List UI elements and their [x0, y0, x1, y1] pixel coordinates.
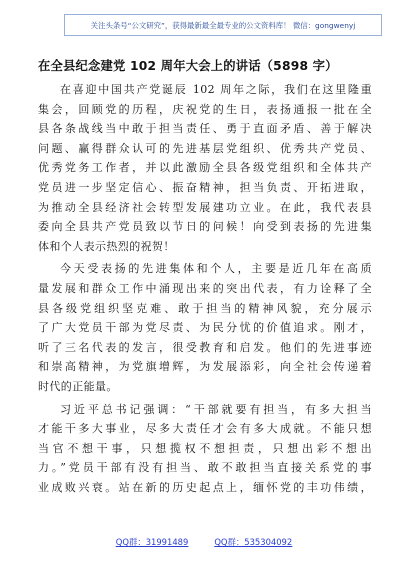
- text-line: 今天受表扬的先进集体和个人，主要是近几年在高质: [60, 262, 372, 276]
- qq-group-link-2[interactable]: QQ群：535304092: [214, 537, 293, 547]
- text-line: 时代的正能量。: [38, 379, 118, 393]
- text-line: 和崇高精神，为党旗增辉，为发展添彩，向全社会传递着: [38, 360, 372, 374]
- text-line: 业成败兴衰。站在新的历史起点上，缅怀党的丰功伟绩，: [38, 480, 372, 494]
- text-line: 为推动全县经济社会转型发展建功立业。在此，我代表县: [38, 200, 372, 214]
- text-line: 优秀党务工作者，并以此激励全县各级党组织和全体共产: [38, 161, 372, 175]
- header-banner: [64, 14, 382, 36]
- document-body: [38, 80, 372, 500]
- header-banner-text: 关注头条号“公文研究”，获得最新最全最专业的公文资料库！ 微信：gongwenyj: [90, 20, 356, 30]
- text-line: 听了三名代表的发言，很受教育和启发。他们的先进事迹: [38, 340, 372, 354]
- footer-contacts: [0, 536, 408, 554]
- text-line: 习近平总书记强调：“干部就要有担当，有多大担当: [60, 402, 372, 416]
- text-line: 了广大党员干部为党尽责、为民分忧的价值追求。刚才，: [38, 321, 372, 335]
- text-line: 党员进一步坚定信心、振奋精神，担当负责、开拓进取，: [38, 180, 372, 194]
- text-line: 委向全县共产党员致以节日的问候！向受到表扬的先进集: [38, 220, 372, 234]
- text-line: 当官不想干事，只想揽权不想担责，只想出彩不想出: [38, 441, 372, 455]
- text-line: 力。”党员干部有没有担当、敢不敢担当直接关系党的事: [38, 461, 372, 475]
- text-line: 县各级党组织坚克难、敢于担当的精神风貌，充分展示: [38, 301, 372, 315]
- text-line: 量发展和群众工作中涌现出来的突出代表，有力诠释了全: [38, 281, 372, 295]
- paragraph-1: [38, 80, 372, 256]
- text-line: 在喜迎中国共产党诞辰 102 周年之际，我们在这里隆重: [60, 83, 372, 96]
- text-line: 问题、赢得群众认可的先进基层党组织、优秀共产党员、: [38, 141, 372, 155]
- paragraph-3: [38, 400, 372, 498]
- paragraph-2: [38, 259, 372, 396]
- text-line: 县各条战线当中敢于担当责任、勇于直面矛盾、善于解决: [38, 122, 372, 136]
- document-title: 在全县纪念建党 102 周年大会上的讲话（5898 字）: [38, 59, 338, 73]
- text-line: 集会，回顾党的历程，庆祝党的生日，表扬通报一批在全: [38, 102, 372, 116]
- text-line: 体和个人表示热烈的祝贺！: [38, 239, 175, 253]
- text-line: 才能干多大事业，尽多大责任才会有多大成就。不能只想: [38, 422, 372, 436]
- qq-group-link-1[interactable]: QQ群：31991489: [115, 537, 189, 547]
